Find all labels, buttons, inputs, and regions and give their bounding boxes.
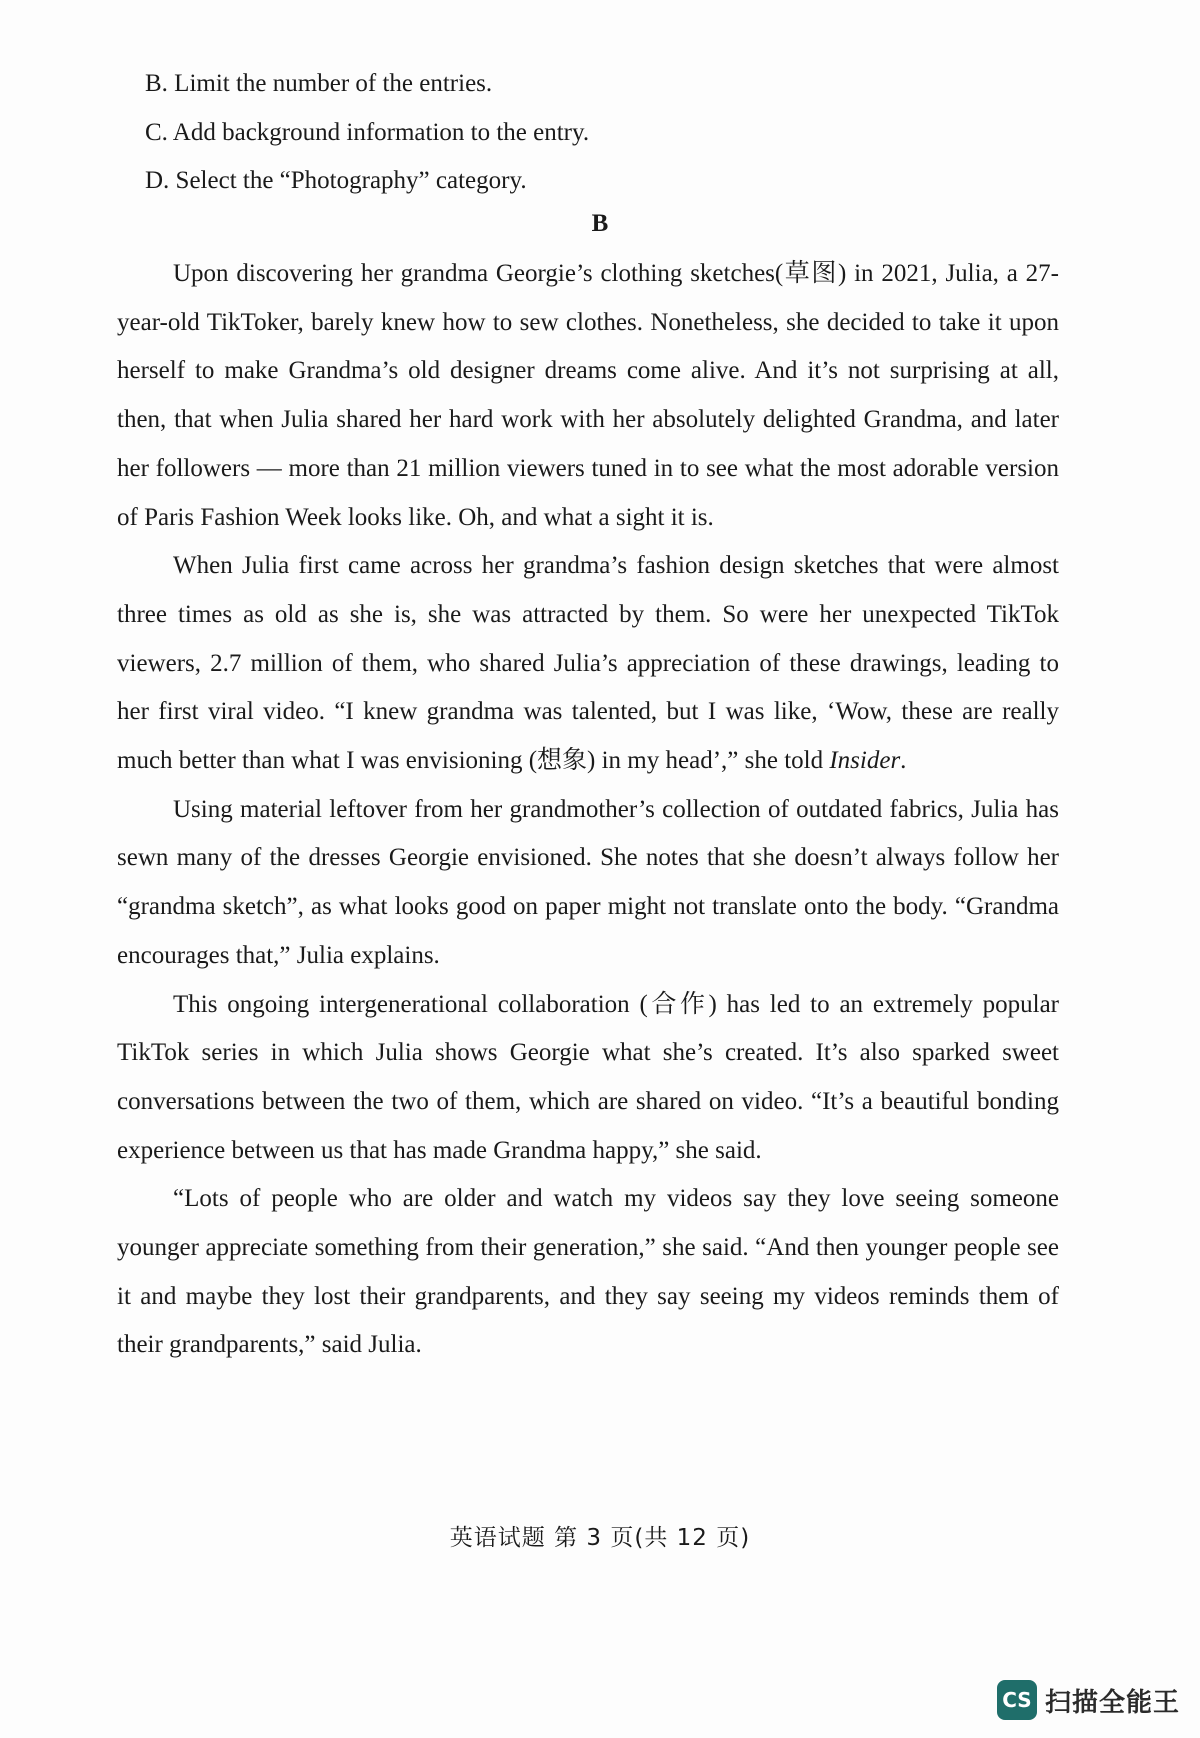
publication-name: Insider	[829, 747, 901, 775]
scanner-watermark	[997, 1680, 1180, 1720]
answer-options	[145, 60, 1105, 206]
camscanner-app-name: 扫描全能王	[1044, 1687, 1180, 1718]
paragraph: This ongoing intergenerational collaboration (合作) has led to an extremely popular TikTok series in which Julia shows Georgie what she’s created. It’s also sparked sweet conversations between the two of them, which are shared on video. “It’s a beautiful bonding experience between us that has made Grandma happy,” she said.	[117, 990, 1059, 1164]
option-c: C. Add background information to the entry.	[145, 118, 590, 146]
option-d: D. Select the “Photography” category.	[145, 167, 527, 194]
section-heading: B	[591, 210, 609, 237]
paragraph: Using material leftover from her grandmother’s collection of outdated fabrics, Julia has sewn many of the dresses Georgie envisioned. She notes that she doesn’t always follow her “grandma sketch”, as what looks good on paper might not translate onto the body. “Grandma encourages that,” Julia explains.	[117, 795, 1059, 969]
paragraph: “Lots of people who are older and watch my videos say they love seeing someone younger appreciate something from their generation,” she said. “And then younger people see it and maybe they lost their grandparents, and they say seeing my videos reminds them of their grandparents,” said Julia.	[117, 1185, 1059, 1359]
page-footer: 英语试题 第 3 页(共 12 页)	[449, 1525, 751, 1551]
paragraph: Upon discovering her grandma Georgie’s clothing sketches(草图) in 2021, Julia, a 27-year-old TikToker, barely knew how to sew clothes. Nonetheless, she decided to take it upon herself to make Grandma’s old designer dreams come alive. And it’s not surprising at all, then, that when Julia shared her hard work with her absolutely delighted Grandma, and later her followers — more than 21 million viewers tuned in to see what the most adorable version of Paris Fashion Week looks like. Oh, and what a sight it is.	[117, 260, 1059, 531]
camscanner-logo-icon: CS	[997, 1680, 1037, 1720]
reading-passage	[117, 250, 1059, 1370]
paragraph: When Julia first came across her grandma’s fashion design sketches that were almost three times as old as she is, she was attracted by them. So were her unexpected TikTok viewers, 2.7 million of them, who shared Julia’s appreciation of these drawings, leading to her first viral video. “I knew grandma was talented, but I was like, ‘Wow, these are really much better than what I was envisioning (想象) in my head’,” she told Insider.	[117, 552, 1059, 775]
option-b: B. Limit the number of the entries.	[145, 70, 493, 97]
